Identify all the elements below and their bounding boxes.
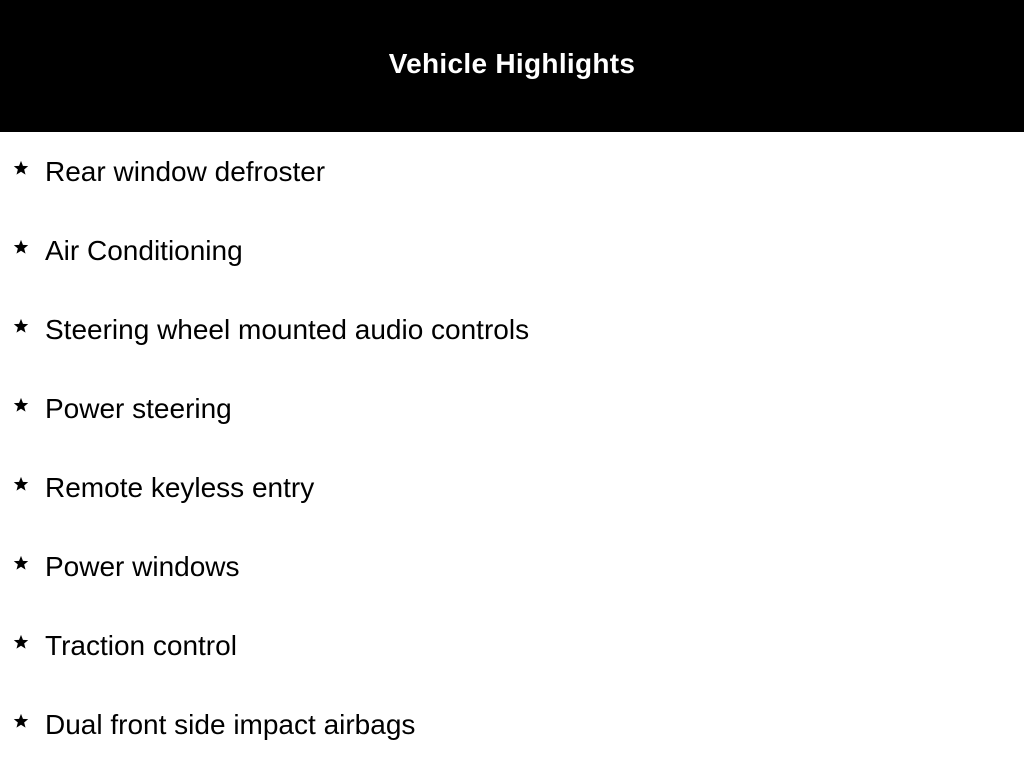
- page-title: Vehicle Highlights: [388, 48, 636, 79]
- star-icon: [12, 317, 30, 335]
- list-item: [0, 369, 1024, 448]
- star-icon: [12, 633, 30, 651]
- star-icon: [12, 554, 30, 572]
- list-item: [0, 685, 1024, 764]
- star-icon: [12, 396, 30, 414]
- list-item-label: Dual front side impact airbags: [45, 709, 416, 740]
- list-item-label: Rear window defroster: [45, 156, 326, 187]
- header-bar: [0, 0, 1024, 132]
- list-item: [0, 132, 1024, 211]
- star-icon: [12, 238, 30, 256]
- list-item-label: Remote keyless entry: [45, 472, 315, 503]
- star-icon: [12, 475, 30, 493]
- list-item-label: Traction control: [45, 630, 237, 661]
- highlights-list: [0, 132, 1024, 764]
- list-item: [0, 606, 1024, 685]
- list-item-label: Steering wheel mounted audio controls: [45, 314, 530, 345]
- star-icon: [12, 159, 30, 177]
- list-item: [0, 527, 1024, 606]
- list-item-label: Air Conditioning: [45, 235, 243, 266]
- list-item: [0, 211, 1024, 290]
- list-item: [0, 448, 1024, 527]
- list-item: [0, 290, 1024, 369]
- star-icon: [12, 712, 30, 730]
- list-item-label: Power steering: [45, 393, 232, 424]
- list-item-label: Power windows: [45, 551, 240, 582]
